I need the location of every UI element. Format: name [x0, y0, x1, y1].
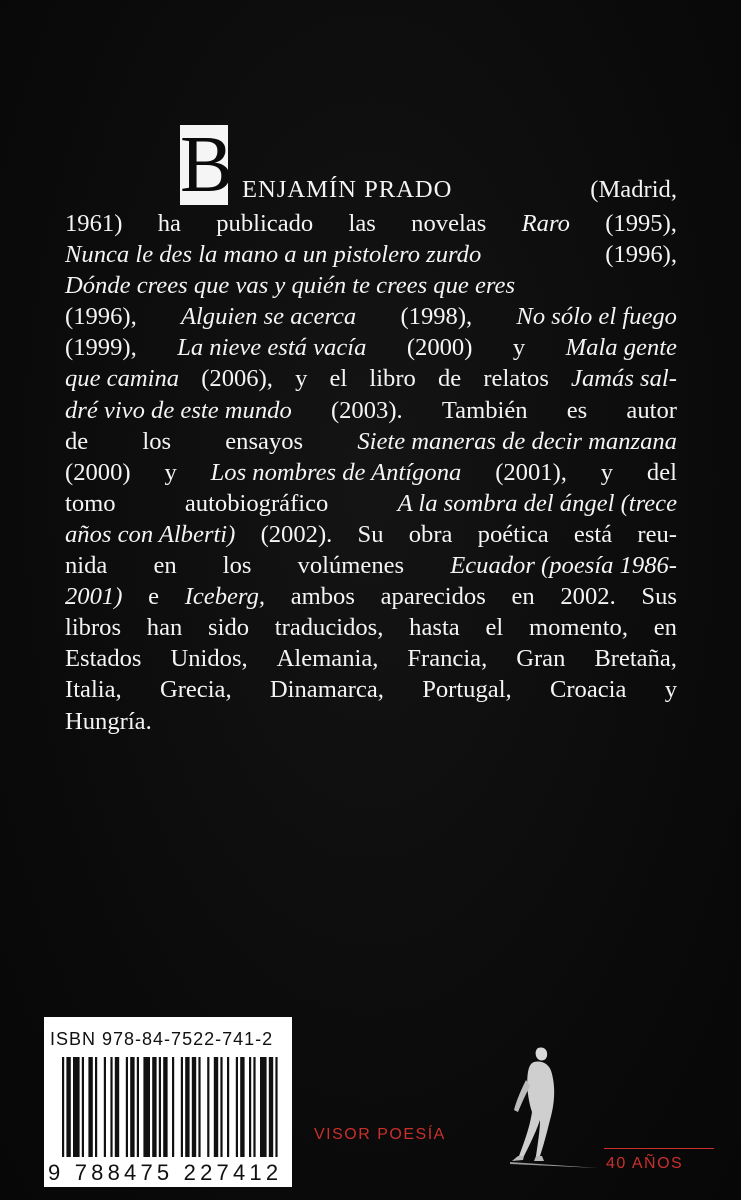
barcode-bar: [227, 1057, 229, 1157]
bio-word: ensayos: [225, 427, 304, 455]
bio-word: de: [437, 365, 462, 393]
barcode-bar: [126, 1057, 128, 1157]
bio-word: (1998),: [400, 303, 473, 331]
bio-word: tomo: [65, 489, 116, 517]
bio-word: de: [65, 427, 89, 455]
author-biography: [65, 121, 677, 737]
book-title: Raro: [521, 210, 570, 237]
bio-line: [65, 706, 677, 737]
bio-word: (1995),: [605, 210, 677, 237]
bio-word: libros: [65, 614, 122, 642]
bio-word: Portugal,: [422, 676, 512, 704]
book-title: No sólo el fuego: [516, 303, 677, 331]
bio-word: (2003).: [330, 396, 403, 424]
drop-cap: B: [180, 121, 234, 209]
bio-word: (2006),: [201, 365, 273, 393]
barcode-bar: [236, 1057, 238, 1157]
bio-line: [65, 674, 677, 705]
bio-word: aparecidos: [380, 583, 486, 611]
bio-word: relatos: [483, 365, 549, 393]
bio-word: Su: [357, 520, 384, 548]
author-name: ENJAMÍN PRADO: [242, 176, 453, 203]
barcode-bar: [143, 1057, 150, 1157]
barcode-bar: [130, 1057, 134, 1157]
bio-word: autor: [626, 396, 677, 424]
bio-word: en: [153, 552, 177, 580]
barcode-bar: [95, 1057, 97, 1157]
bio-line: [65, 363, 677, 394]
bio-word: los: [222, 552, 252, 580]
bio-word: Dinamarca,: [269, 676, 384, 704]
barcode-digits: 9 788475 227412: [48, 1160, 283, 1185]
bio-word: y: [664, 676, 677, 704]
barcode-bar: [240, 1057, 244, 1157]
bio-word: (2000): [65, 458, 131, 486]
barcode-bar: [115, 1057, 119, 1157]
barcode-bar: [152, 1057, 156, 1157]
barcode-bar: [88, 1057, 92, 1157]
bio-word: (2001),: [495, 458, 567, 486]
book-title: años con Alberti): [65, 520, 236, 548]
barcode-bar: [207, 1057, 209, 1157]
book-title: Los nombres de Antígona: [210, 458, 462, 486]
bio-word: y: [164, 458, 177, 486]
book-title: Siete maneras de decir manzana: [357, 427, 677, 455]
barcode-bar: [181, 1057, 183, 1157]
bio-word: Hungría.: [65, 707, 152, 735]
barcode-bar: [220, 1057, 222, 1157]
bio-word: han: [146, 614, 183, 642]
author-birthplace: (Madrid,: [590, 176, 677, 203]
bio-word: ha: [157, 210, 181, 237]
isbn-label: ISBN 978-84-7522-741-2: [50, 1029, 274, 1049]
bio-word: es: [566, 396, 588, 424]
bio-word: También: [441, 396, 528, 424]
bio-word: Unidos,: [170, 645, 248, 673]
bio-word: obra: [408, 520, 453, 548]
bio-line: [65, 488, 677, 519]
bio-word: está: [573, 520, 613, 548]
book-title: Iceberg,: [184, 583, 266, 611]
barcode-bar: [104, 1057, 106, 1157]
barcode-bar: [137, 1057, 139, 1157]
bio-word: hasta: [409, 614, 460, 642]
barcode-bar: [253, 1057, 255, 1157]
book-title: Nunca le des la mano a un pistolero zurdo: [65, 241, 482, 269]
bio-line: [65, 643, 677, 674]
bio-word: nida: [65, 552, 108, 580]
bio-word: y: [600, 458, 614, 486]
bio-line: [65, 426, 677, 457]
anniversary-rule: [604, 1148, 714, 1149]
bio-word: Francia,: [407, 645, 488, 673]
book-title: que camina: [65, 365, 180, 393]
barcode-bar: [172, 1057, 174, 1157]
bio-line: [65, 270, 677, 301]
book-title: Jamás sal-: [571, 365, 677, 393]
barcode-bar: [66, 1057, 70, 1157]
barcode-bar: [192, 1057, 196, 1157]
bio-word: Bretaña,: [594, 645, 677, 673]
barcode-bar: [260, 1057, 267, 1157]
bio-line-spacer: [65, 121, 677, 209]
bio-word: (1996),: [65, 303, 137, 331]
bio-word: (1999),: [65, 334, 137, 362]
bio-word: 1961): [65, 210, 123, 237]
bio-word: 2002.: [560, 583, 616, 611]
book-title: Dónde crees que vas y quién te crees que eres: [65, 272, 516, 300]
bio-line: [65, 581, 677, 612]
bio-word: el: [485, 614, 504, 642]
book-title: Mala gente: [565, 334, 677, 362]
bio-word: del: [646, 458, 677, 486]
book-title: 2001): [65, 583, 123, 611]
bio-word: publicado: [216, 210, 314, 237]
bio-line: [65, 550, 677, 581]
bio-word: los: [142, 427, 172, 455]
bio-word: e: [148, 583, 159, 611]
book-title: Alguien se acerca: [180, 303, 357, 331]
barcode-bar: [269, 1057, 273, 1157]
bio-word: Croacia: [549, 676, 627, 704]
barcode-bar: [159, 1057, 161, 1157]
barcode-icon: [62, 1057, 282, 1157]
bio-word: (2000): [406, 334, 473, 362]
book-title: Ecuador (poesía 1986-: [450, 552, 677, 580]
book-title: A la sombra del ángel (trece: [397, 489, 677, 517]
bio-word: traducidos,: [274, 614, 384, 642]
book-title: dré vivo de este mundo: [65, 396, 292, 424]
bio-word: reu-: [637, 520, 677, 548]
bio-word: las: [348, 210, 376, 237]
bio-word: sido: [208, 614, 250, 642]
bio-line: [65, 457, 677, 488]
bio-word: el: [329, 365, 348, 393]
bio-line: [65, 208, 677, 239]
barcode-bar: [62, 1057, 64, 1157]
barcode-bar: [73, 1057, 80, 1157]
bio-word: momento,: [528, 614, 629, 642]
bio-word: volúmenes: [297, 552, 405, 580]
bio-line: [65, 395, 677, 426]
bio-line: [65, 301, 677, 332]
barcode-bar: [214, 1057, 218, 1157]
bio-word: Alemania,: [276, 645, 379, 673]
bio-word: y: [512, 334, 526, 362]
anniversary-label: 40 AÑOS: [606, 1155, 684, 1172]
bio-line: [65, 612, 677, 643]
book-title: La nieve está vacía: [177, 334, 367, 362]
bio-line: [65, 239, 677, 270]
bio-word: (1996),: [605, 241, 677, 269]
barcode-bar: [163, 1057, 167, 1157]
barcode-bar: [110, 1057, 112, 1157]
bio-word: autobiográfico: [184, 489, 329, 517]
bio-word: novelas: [411, 210, 487, 237]
bio-word: Estados: [65, 645, 142, 673]
barcode-bar: [198, 1057, 200, 1157]
bio-line: [65, 519, 677, 550]
bio-word: libro: [369, 365, 416, 393]
bio-word: y: [295, 365, 308, 393]
bio-word: en: [511, 583, 535, 611]
isbn-barcode-block: [44, 1017, 292, 1187]
bio-word: Sus: [641, 583, 677, 611]
bio-word: Italia,: [65, 676, 122, 704]
barcode-bar: [249, 1057, 251, 1157]
bio-word: en: [653, 614, 677, 642]
barcode-bar: [185, 1057, 189, 1157]
bio-word: Grecia,: [159, 676, 232, 704]
barcode-bar: [82, 1057, 84, 1157]
bio-word: (2002).: [260, 520, 333, 548]
bio-word: Gran: [516, 645, 566, 673]
publisher-name: VISOR POESÍA: [314, 1126, 446, 1143]
barcode-bar: [275, 1057, 277, 1157]
walking-man-logo-icon: [490, 1040, 600, 1180]
bio-word: ambos: [290, 583, 355, 611]
bio-line: [65, 332, 677, 363]
bio-word: poética: [477, 520, 549, 548]
